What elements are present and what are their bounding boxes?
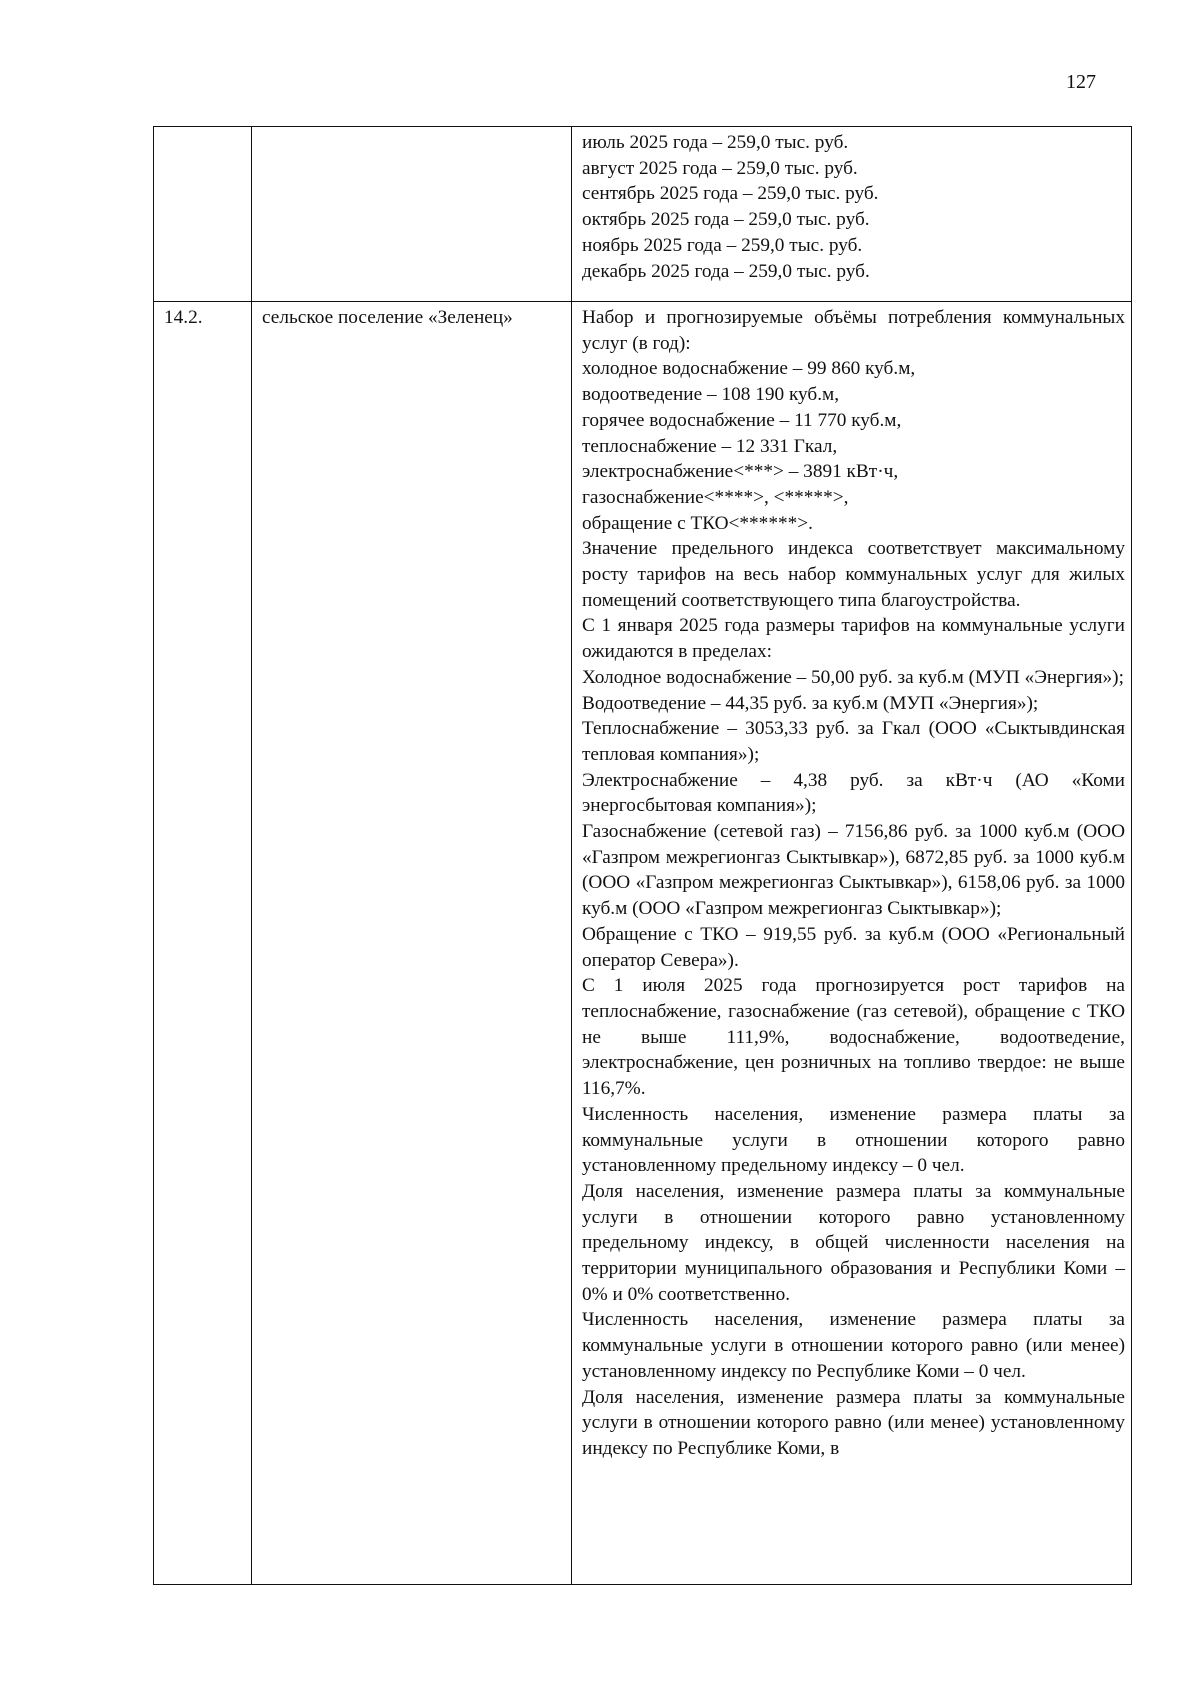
tariff-table [153, 126, 1132, 1585]
paragraph: водоотведение – 108 190 куб.м, [582, 384, 840, 406]
paragraph: С 1 июля 2025 года прогнозируется рост тарифов на теплоснабжение, газоснабжение (газ сетевой), обращение с ТКО не выше 111,9%, водоснабжение, водоотведение, электроснабжение, цен розничных на топливо твердое: не выше 116,7%. [582, 975, 1125, 1100]
paragraph: газоснабжение<****>, <*****>, [582, 486, 849, 508]
month-line: июль 2025 года – 259,0 тыс. руб. [582, 132, 849, 153]
paragraph: Набор и прогнозируемые объёмы потребления коммунальных услуг (в год): [582, 307, 1125, 354]
page-number: 127 [1066, 71, 1096, 93]
paragraph: Электроснабжение – 4,38 руб. за кВт·ч (АО «Коми энергосбытовая компания»); [582, 769, 1125, 817]
paragraph: С 1 января 2025 года размеры тарифов на коммунальные услуги ожидаются в пределах: [582, 615, 1125, 663]
row1-content-cell [572, 127, 1132, 302]
paragraph: Доля населения, изменение размера платы за коммунальные услуги в отношении которого равно (или менее) установленному индексу по Республике Коми, в [582, 1386, 1125, 1459]
paragraph: теплоснабжение – 12 331 Гкал, [582, 435, 838, 457]
paragraph: электроснабжение<***> – 3891 кВт·ч, [582, 461, 899, 483]
table-row [154, 302, 1132, 1585]
paragraph: Газоснабжение (сетевой газ) – 7156,86 руб. за 1000 куб.м (ООО «Газпром межрегионгаз Сыктывкар»), 6872,85 руб. за 1000 куб.м (ООО «Газпром межрегионгаз Сыктывкар»), 6158,06 руб. за 1000 куб.м (ООО «Газпром межрегионгаз Сыктывкар»); [582, 821, 1125, 920]
row1-number-cell [154, 127, 252, 302]
table-row [154, 127, 1132, 302]
paragraph: Численность населения, изменение размера платы за коммунальные услуги в отношении которого равно установленному предельному индексу – 0 чел. [582, 1103, 1125, 1177]
row1-name-cell [252, 127, 572, 302]
paragraph: Теплоснабжение – 3053,33 руб. за Гкал (ООО «Сыктывдинская тепловая компания»); [582, 718, 1125, 765]
paragraph: Доля населения, изменение размера платы за коммунальные услуги в отношении которого равно установленному предельному индексу, в общей численности населения на территории муниципального образования и Республики Коми – 0% и 0% соответственно. [582, 1180, 1125, 1305]
paragraph: холодное водоснабжение – 99 860 куб.м, [582, 358, 916, 380]
row2-number-cell: 14.2. [154, 302, 252, 1585]
paragraph: Численность населения, изменение размера платы за коммунальные услуги в отношении которого равно (или менее) установленному индексу по Республике Коми – 0 чел. [582, 1309, 1125, 1382]
month-line: август 2025 года – 259,0 тыс. руб. [582, 157, 858, 179]
month-line: декабрь 2025 года – 259,0 тыс. руб. [582, 260, 870, 282]
paragraph: обращение с ТКО<******>. [582, 512, 813, 534]
row2-name-cell: сельское поселение «Зеленец» [252, 302, 572, 1585]
paragraph: Водоотведение – 44,35 руб. за куб.м (МУП «Энергия»); [582, 692, 1039, 714]
month-line: октябрь 2025 года – 259,0 тыс. руб. [582, 209, 870, 231]
paragraph: Значение предельного индекса соответствует максимальному росту тарифов на весь набор коммунальных услуг для жилых помещений соответствующего типа благоустройства. [582, 538, 1125, 611]
month-line: сентябрь 2025 года – 259,0 тыс. руб. [582, 183, 879, 205]
paragraph: горячее водоснабжение – 11 770 куб.м, [582, 409, 902, 431]
paragraph: Холодное водоснабжение – 50,00 руб. за куб.м (МУП «Энергия»); [582, 666, 1124, 688]
paragraph: Обращение с ТКО – 919,55 руб. за куб.м (ООО «Региональный оператор Севера»). [582, 923, 1125, 971]
row2-content-cell [572, 302, 1132, 1585]
month-line: ноябрь 2025 года – 259,0 тыс. руб. [582, 234, 863, 256]
